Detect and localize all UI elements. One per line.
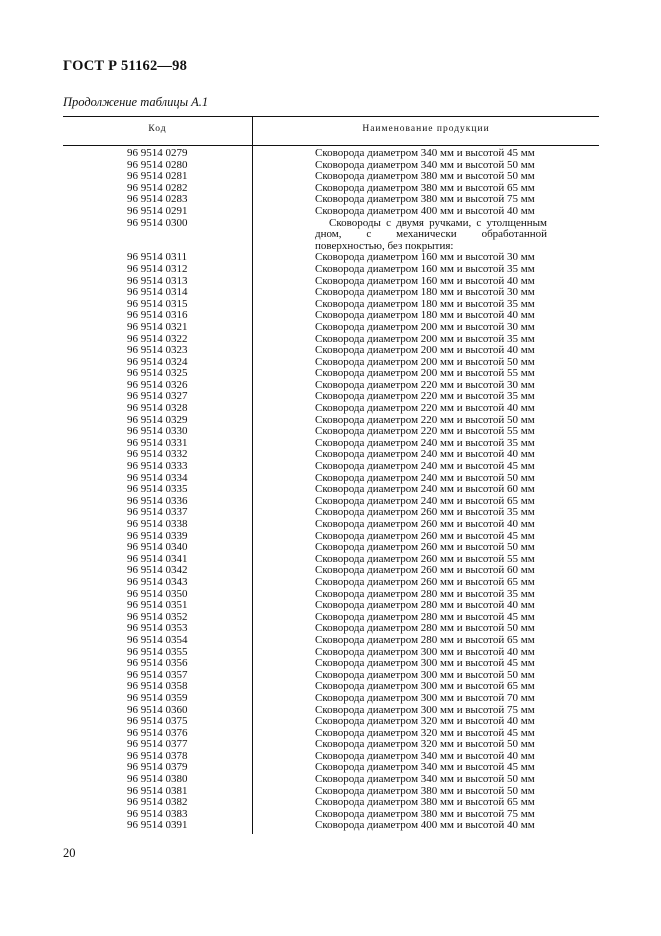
product-code: 96 9514 0335 xyxy=(127,483,188,496)
product-name: Сковорода диаметром 240 мм и высотой 50 мм xyxy=(315,471,535,484)
product-name: Сковорода диаметром 300 мм и высотой 50 мм xyxy=(315,668,535,681)
product-code: 96 9514 0381 xyxy=(127,784,188,797)
product-code: 96 9514 0359 xyxy=(127,691,188,704)
product-name: Сковорода диаметром 380 мм и высотой 50 мм xyxy=(315,170,535,183)
product-code: 96 9514 0376 xyxy=(127,726,188,739)
product-code: 96 9514 0379 xyxy=(127,761,188,774)
product-code: 96 9514 0356 xyxy=(127,657,188,670)
product-name: Сковорода диаметром 240 мм и высотой 35 мм xyxy=(315,436,535,449)
table-row xyxy=(63,774,599,786)
table-row xyxy=(63,264,599,276)
product-name: Сковорода диаметром 280 мм и высотой 50 мм xyxy=(315,622,535,635)
product-name: Сковорода диаметром 200 мм и высотой 30 мм xyxy=(315,320,535,333)
product-code: 96 9514 0326 xyxy=(127,378,188,391)
product-code: 96 9514 0316 xyxy=(127,309,188,322)
product-name: Сковорода диаметром 300 мм и высотой 40 мм xyxy=(315,645,535,658)
page-header-title: ГОСТ Р 51162—98 xyxy=(63,58,188,74)
product-name: Сковорода диаметром 400 мм и высотой 40 мм xyxy=(315,204,535,217)
product-code: 96 9514 0343 xyxy=(127,575,188,588)
product-code: 96 9514 0324 xyxy=(127,355,188,368)
product-code: 96 9514 0325 xyxy=(127,367,188,380)
product-code: 96 9514 0378 xyxy=(127,749,188,762)
product-code: 96 9514 0377 xyxy=(127,738,188,751)
product-name: Сковорода диаметром 260 мм и высотой 65 мм xyxy=(315,575,535,588)
product-code: 96 9514 0315 xyxy=(127,297,188,310)
column-header-code: Код xyxy=(148,124,167,134)
product-code: 96 9514 0311 xyxy=(127,251,188,264)
product-name: Сковорода диаметром 380 мм и высотой 50 мм xyxy=(315,784,535,797)
product-name: Сковорода диаметром 180 мм и высотой 40 мм xyxy=(315,309,535,322)
product-code: 96 9514 0383 xyxy=(127,807,188,820)
product-code: 96 9514 0334 xyxy=(127,471,188,484)
product-name: Сковорода диаметром 260 мм и высотой 40 мм xyxy=(315,518,535,530)
table-row xyxy=(63,658,599,670)
product-code: 96 9514 0357 xyxy=(127,668,188,681)
product-name: Сковорода диаметром 380 мм и высотой 75 мм xyxy=(315,193,535,206)
product-name: Сковорода диаметром 340 мм и высотой 45 мм xyxy=(315,147,535,159)
product-name: Сковорода диаметром 300 мм и высотой 45 мм xyxy=(315,657,535,670)
product-code: 96 9514 0321 xyxy=(127,320,188,333)
product-name: Сковорода диаметром 220 мм и высотой 55 мм xyxy=(315,425,535,438)
table-caption: Продолжение таблицы А.1 xyxy=(63,95,209,109)
product-name: Сковорода диаметром 380 мм и высотой 75 мм xyxy=(315,807,535,820)
product-name: Сковорода диаметром 160 мм и высотой 40 мм xyxy=(315,274,535,287)
product-code: 96 9514 0331 xyxy=(127,436,188,449)
product-name: Сковорода диаметром 260 мм и высотой 50 мм xyxy=(315,541,535,554)
page-number: 20 xyxy=(63,846,76,860)
product-name: Сковорода диаметром 180 мм и высотой 35 мм xyxy=(315,297,535,310)
product-code: 96 9514 0282 xyxy=(127,181,188,194)
product-code: 96 9514 0337 xyxy=(127,506,188,519)
product-name: Сковорода диаметром 240 мм и высотой 60 мм xyxy=(315,483,535,496)
product-name: Сковорода диаметром 160 мм и высотой 30 мм xyxy=(315,251,535,264)
product-code: 96 9514 0280 xyxy=(127,158,188,171)
product-name: Сковорода диаметром 320 мм и высотой 40 мм xyxy=(315,715,535,728)
product-name: Сковорода диаметром 320 мм и высотой 50 мм xyxy=(315,738,535,751)
product-code: 96 9514 0333 xyxy=(127,460,188,473)
table-row xyxy=(63,148,599,160)
product-code: 96 9514 0281 xyxy=(127,170,188,183)
product-name: Сковорода диаметром 260 мм и высотой 60 мм xyxy=(315,564,535,577)
product-code: 96 9514 0342 xyxy=(127,564,188,577)
product-code: 96 9514 0339 xyxy=(127,529,188,542)
product-code: 96 9514 0380 xyxy=(127,773,188,786)
product-code: 96 9514 0283 xyxy=(127,193,188,206)
table-top-rule xyxy=(63,116,599,117)
table-row xyxy=(63,345,599,357)
table-row xyxy=(63,218,599,253)
table-row xyxy=(63,693,599,705)
product-code: 96 9514 0330 xyxy=(127,425,188,438)
product-name: Сковорода диаметром 280 мм и высотой 45 мм xyxy=(315,610,535,623)
product-code: 96 9514 0352 xyxy=(127,610,188,623)
product-name: Сковороды с двумя ручками, с утолщенным дном, с механически обработанной поверхностью, без покрытия: xyxy=(315,216,547,252)
product-name: Сковорода диаметром 340 мм и высотой 50 мм xyxy=(315,158,535,171)
product-name: Сковорода диаметром 260 мм и высотой 55 мм xyxy=(315,552,535,565)
table-row xyxy=(63,519,599,531)
product-code: 96 9514 0312 xyxy=(127,262,188,275)
product-code: 96 9514 0336 xyxy=(127,494,188,507)
product-code: 96 9514 0332 xyxy=(127,448,188,461)
product-name: Сковорода диаметром 180 мм и высотой 30 мм xyxy=(315,286,535,299)
product-code: 96 9514 0358 xyxy=(127,680,188,693)
table-row xyxy=(63,403,599,415)
product-name: Сковорода диаметром 400 мм и высотой 40 мм xyxy=(315,819,535,832)
table-header-rule xyxy=(63,145,599,146)
table-row xyxy=(63,635,599,647)
product-name: Сковорода диаметром 340 мм и высотой 45 мм xyxy=(315,761,535,774)
table-row xyxy=(63,461,599,473)
product-code: 96 9514 0329 xyxy=(127,413,188,426)
product-name: Сковорода диаметром 280 мм и высотой 35 мм xyxy=(315,587,535,600)
column-header-name: Наименование продукции xyxy=(362,124,490,134)
product-code: 96 9514 0314 xyxy=(127,286,188,299)
product-code: 96 9514 0327 xyxy=(127,390,188,403)
table-row xyxy=(63,577,599,589)
product-code: 96 9514 0313 xyxy=(127,274,188,287)
product-name: Сковорода диаметром 240 мм и высотой 40 мм xyxy=(315,448,535,461)
table-row xyxy=(63,600,599,612)
product-code: 96 9514 0338 xyxy=(127,518,188,530)
product-name: Сковорода диаметром 220 мм и высотой 50 мм xyxy=(315,413,535,426)
product-name: Сковорода диаметром 260 мм и высотой 45 мм xyxy=(315,529,535,542)
product-name: Сковорода диаметром 340 мм и высотой 40 мм xyxy=(315,749,535,762)
product-name: Сковорода диаметром 320 мм и высотой 45 мм xyxy=(315,726,535,739)
product-name: Сковорода диаметром 340 мм и высотой 50 мм xyxy=(315,773,535,786)
product-code: 96 9514 0328 xyxy=(127,402,188,415)
product-code: 96 9514 0323 xyxy=(127,344,188,357)
product-name: Сковорода диаметром 160 мм и высотой 35 мм xyxy=(315,262,535,275)
table-row xyxy=(63,206,599,218)
product-name: Сковорода диаметром 280 мм и высотой 65 мм xyxy=(315,633,535,646)
product-code: 96 9514 0382 xyxy=(127,796,188,809)
product-code: 96 9514 0279 xyxy=(127,147,188,159)
product-name: Сковорода диаметром 240 мм и высотой 45 мм xyxy=(315,460,535,473)
table-body xyxy=(63,148,599,832)
product-name: Сковорода диаметром 280 мм и высотой 40 мм xyxy=(315,599,535,612)
product-name: Сковорода диаметром 300 мм и высотой 70 мм xyxy=(315,691,535,704)
product-name: Сковорода диаметром 200 мм и высотой 35 мм xyxy=(315,332,535,345)
product-code: 96 9514 0340 xyxy=(127,541,188,554)
product-name: Сковорода диаметром 200 мм и высотой 40 мм xyxy=(315,344,535,357)
table-row xyxy=(63,322,599,334)
product-code: 96 9514 0355 xyxy=(127,645,188,658)
table-row xyxy=(63,716,599,728)
product-code: 96 9514 0300 xyxy=(127,216,188,229)
product-code: 96 9514 0291 xyxy=(127,204,188,217)
product-code: 96 9514 0341 xyxy=(127,552,188,565)
product-code: 96 9514 0350 xyxy=(127,587,188,600)
product-name: Сковорода диаметром 260 мм и высотой 35 мм xyxy=(315,506,535,519)
product-code: 96 9514 0375 xyxy=(127,715,188,728)
product-code: 96 9514 0360 xyxy=(127,703,188,716)
product-name: Сковорода диаметром 380 мм и высотой 65 мм xyxy=(315,181,535,194)
table-row xyxy=(63,287,599,299)
product-name: Сковорода диаметром 300 мм и высотой 75 мм xyxy=(315,703,535,716)
product-code: 96 9514 0391 xyxy=(127,819,188,832)
product-code: 96 9514 0354 xyxy=(127,633,188,646)
product-code: 96 9514 0322 xyxy=(127,332,188,345)
table-row xyxy=(63,820,599,832)
product-name: Сковорода диаметром 200 мм и высотой 55 мм xyxy=(315,367,535,380)
product-code: 96 9514 0353 xyxy=(127,622,188,635)
product-name: Сковорода диаметром 220 мм и высотой 40 мм xyxy=(315,402,535,415)
product-name: Сковорода диаметром 300 мм и высотой 65 мм xyxy=(315,680,535,693)
product-name: Сковорода диаметром 200 мм и высотой 50 мм xyxy=(315,355,535,368)
product-code: 96 9514 0351 xyxy=(127,599,188,612)
product-name: Сковорода диаметром 220 мм и высотой 30 мм xyxy=(315,378,535,391)
product-name: Сковорода диаметром 220 мм и высотой 35 мм xyxy=(315,390,535,403)
product-name: Сковорода диаметром 240 мм и высотой 65 мм xyxy=(315,494,535,507)
product-name: Сковорода диаметром 380 мм и высотой 65 мм xyxy=(315,796,535,809)
